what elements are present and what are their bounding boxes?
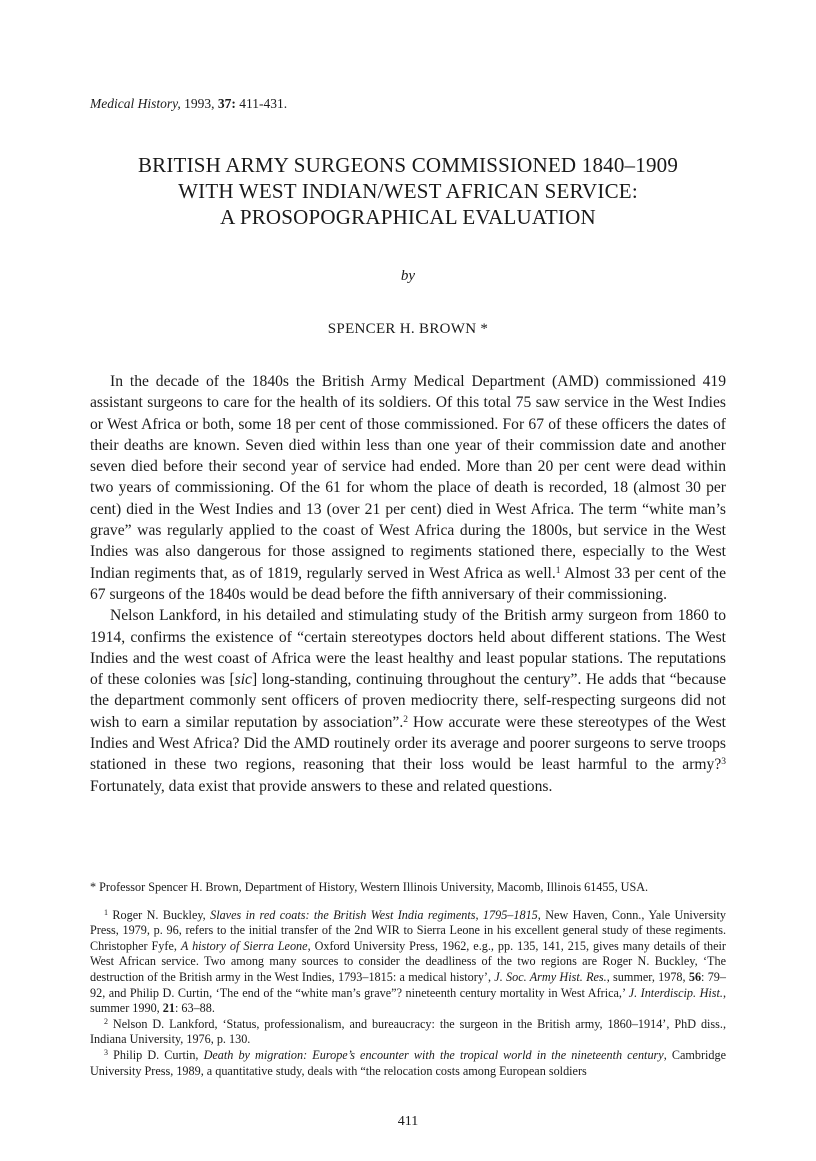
citation-title: A history of Sierra Leone (180, 938, 308, 953)
footnote (90, 1048, 726, 1079)
citation-title: J. Soc. Army Hist. Res. (494, 969, 607, 984)
footnotes (90, 880, 726, 1079)
footnote-ref[interactable]: 2 (403, 714, 408, 725)
footnote (90, 1017, 726, 1048)
page-number: 411 (397, 1114, 419, 1129)
footnote-number: 1 (104, 907, 108, 917)
footnote-text: : 79–92, and Philip D. Curtin, ‘The end of the “white man’s grave”? nineteenth century mortality in West Africa,’ (90, 969, 726, 1000)
body-paragraph (90, 605, 726, 797)
footnote-text: : 63–88. (174, 1001, 215, 1016)
footnote-text: , summer 1990, (90, 985, 726, 1016)
journal-citation (90, 96, 287, 112)
byline-by: by (400, 268, 416, 284)
title-line: BRITISH ARMY SURGEONS COMMISSIONED 1840–1909 (137, 153, 679, 177)
journal-pages: 411-431. (239, 96, 288, 111)
citation-title: Death by migration: Europe’s encounter with the tropical world in the nineteenth century (203, 1047, 664, 1062)
citation-volume: 56 (688, 969, 702, 984)
journal-volume: 37: (217, 96, 236, 111)
paragraph-text: ] long-standing, continuing throughout the century”. He adds that “because the department commonly sent officers of proven mediocrity there, self-respecting surgeons did not wish to earn a similar reputation by association”. (90, 671, 726, 731)
author-name: SPENCER H. BROWN * (327, 321, 489, 337)
title-line: A PROSOPOGRAPHICAL EVALUATION (220, 205, 596, 229)
author-affiliation-note: * Professor Spencer H. Brown, Department of History, Western Illinois University, Macomb, Illinois 61455, USA. (90, 880, 649, 894)
footnote-text: Philip D. Curtin, (108, 1047, 204, 1062)
sic-note: sic (234, 671, 252, 689)
footnote-text: , Oxford University Press, 1962, e.g., pp. 135, 141, 215, gives many details of their West African service. Two among many sources to consider the deadliness of the two regions are Roger N. Buckley, ‘The destruction of the British army in the West Indies, 1793–1815: a medical history’, (90, 938, 726, 984)
paragraph-text: Almost 33 per cent of the 67 surgeons of the 1840s would be dead before the fifth anniversary of their commissioning. (90, 564, 726, 603)
footnote-ref[interactable]: 1 (555, 565, 561, 576)
footnote (90, 908, 726, 1017)
footnote-text: , summer, 1978, (606, 969, 689, 984)
paragraph-text: Nelson Lankford, in his detailed and stimulating study of the British army surgeon from 1860 to 1914, confirms the existence of “certain stereotypes doctors held about different stations. The West Indies and the west coast of Africa were the least healthy and least popular stations. The reputations of these colonies was [ (90, 607, 726, 689)
footnote-number: 3 (104, 1047, 108, 1057)
article-title (90, 152, 726, 230)
paragraph-text: How accurate were these stereotypes of the West Indies and West Africa? Did the AMD routinely order its average and poorer surgeons to serve troops stationed in these two regions, reasoning that their loss would be least harmful to the army? (90, 713, 726, 774)
citation-title: Slaves in red coats: the British West India regiments, 1795–1815 (210, 907, 538, 922)
body-paragraph (90, 371, 726, 605)
footnote-number: 2 (104, 1016, 108, 1026)
footnote-text: Roger N. Buckley, (108, 907, 211, 922)
citation-volume: 21 (162, 1001, 175, 1016)
footnote-text: Nelson D. Lankford, ‘Status, professionalism, and bureaucracy: the surgeon in the British army, 1860–1914’, PhD diss., Indiana University, 1976, p. 130. (90, 1016, 726, 1047)
citation-title: J. Interdiscip. Hist. (628, 985, 723, 1000)
footnote-ref[interactable]: 3 (721, 757, 726, 768)
footnote-text: , New Haven, Conn., Yale University Press, 1979, p. 96, refers to the initial transfer of the 2nd WIR to Sierra Leone in his excellent general study of these regiments. Christopher Fyfe, (90, 907, 726, 953)
journal-name: Medical History, (90, 96, 181, 111)
footnote-text: , Cambridge University Press, 1989, a quantitative study, deals with “the relocation costs among European soldiers (90, 1047, 726, 1078)
paragraph-text: Fortunately, data exist that provide answers to these and related questions. (90, 777, 553, 795)
title-line: WITH WEST INDIAN/WEST AFRICAN SERVICE: (178, 179, 638, 203)
article-body (90, 371, 726, 797)
paragraph-text: In the decade of the 1840s the British Army Medical Department (AMD) commissioned 419 assistant surgeons to care for the health of its soldiers. Of this total 75 saw service in the West Indies or West Africa or both, some 18 per cent of those commissioned. For 67 of these officers the dates of their deaths are known. Seven died within less than one year of their commission date and another seven died before their second year of service had ended. More than 20 per cent were dead within two years of commissioning. Of the 61 for whom the place of death is recorded, 18 (almost 30 per cent) died in the West Indies and 13 (over 21 per cent) died in West Africa. The term “white man’s grave” was regularly applied to the coast of West Africa during the 1800s, but service in the West Indies was also dangerous for those assigned to regiments stationed there, especially to the West Indian regiments that, as of 1819, regularly served in West Africa as well. (90, 373, 726, 582)
journal-year: 1993, (184, 96, 215, 111)
